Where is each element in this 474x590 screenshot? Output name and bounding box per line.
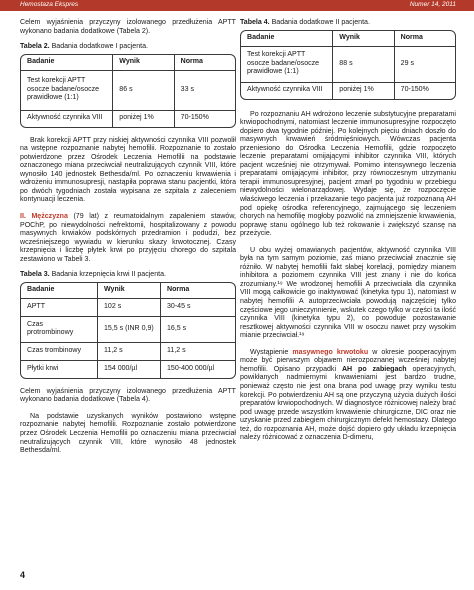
table3-caption-text: Badania krzepnięcia krwi II pacjenta. (49, 271, 166, 279)
table-cell: 150-400 000/µl (160, 361, 233, 378)
left-column (20, 19, 236, 456)
table3-caption (20, 271, 236, 280)
header-cell: Wynik (332, 31, 393, 46)
table-header-row (21, 283, 235, 298)
table-header-row (21, 55, 235, 70)
table-cell: Czas trombinowy (27, 347, 82, 355)
table-cell: 88 s (332, 47, 393, 82)
journal-header (0, 0, 474, 11)
table3-caption-label: Tabela 3. (20, 271, 50, 279)
header-cell: Badanie (27, 57, 55, 65)
table-cell: 15,5 s (INR 0,9) (97, 317, 160, 342)
table-cell: 102 s (97, 299, 160, 316)
paragraph: Na podstawie uzyskanych wyników postawiono wstępne rozpoznanie nabytej hemofilii. Rozpoznanie zostało potwierdzone przez Ośrodek Leczenia Hemofilii po oznaczeniu miana przeciwciał neutralizujących czynnik VIII, które wynosiło 48 jednostek Bethesda/ml. (20, 412, 236, 455)
table-cell: 86 s (112, 71, 173, 110)
paragraph: Celem wyjaśnienia przyczyny izolowanego przedłużenia APTT wykonano badania dodatkowe (Tabela 4). (20, 387, 236, 404)
table-cell: Test korekcji APTT osocze badane/osocze prawidłowe (1:1) (27, 77, 100, 102)
table-cell: 33 s (174, 71, 235, 110)
table-row (21, 298, 235, 316)
header-cell: Norma (394, 31, 455, 46)
table-cell: Aktywność czynnika VIII (247, 86, 323, 94)
paragraph: Po rozpoznaniu AH wdrożono leczenie substytucyjne preparatami krwiopochodnymi, natomiast leczenie immunosupresyjne rozpoczęto dopiero dwa tygodnie później. Po kolejnych pięciu dniach doszło do masywnych krwawień śródmięśniowych. Wówczas pacjenta przeniesiono do Ośrodka Leczenia Hemofilii, gdzie rozpoczęto leczenie preparatami omijającymi inhibitor czynnika VIII, których pacjent wcześniej nie otrzymywał. Pomimo intensywnego leczenia preparatami omijającymi inhibitor, przy równoczesnym utrzymaniu terapii immunosupresyjnej, pacjent zmarł po tygodniu w przebiegu niewydolności wielonarządowej. Wydaje się, że rozpoczęcie właściwego leczenia i przekazanie tego pacjenta już rozpoznaną AH pod opiekę ośrodka referencyjnego, zajmującego się leczeniem chorych na hemofilię mogłoby pozwolić na zmniejszenie krwawienia, poprawę stanu ogólnego lub też rokowanie i zwiększyć szansę na przeżycie. (240, 110, 456, 238)
table-cell: 11,2 s (160, 343, 233, 360)
journal-title: Hemostaza Ekspres (20, 1, 79, 8)
table2 (20, 54, 236, 128)
table2-caption-label: Tabela 2. (20, 43, 50, 51)
table2-caption (20, 43, 236, 52)
table-row (241, 46, 455, 82)
table-row (241, 82, 455, 99)
table4-caption-text: Badania dodatkowe II pacjenta. (269, 19, 370, 26)
table-cell: APTT (27, 303, 46, 311)
text-run: Wystąpienie (250, 348, 293, 356)
paragraph: Brak korekcji APTT przy niskiej aktywności czynnika VIII pozwolił na wstępne rozpoznanie nabytej hemofilii. Rozpoznanie to zostało potwierdzone przez Ośrodek Leczenia Hemofilii na podstawie oznaczonego miana przeciwciał neutralizujących czynnik VIII, które wynosiło 140 jednostek Bethesda/ml. Po oznaczeniu krwawienia i wdrożeniu immunosupresji, nastąpiła poprawa stanu pacjentki, która po dwóch tygodniach została wypisana ze szpitala z zaleceniem kontynuacji leczenia. (20, 136, 236, 204)
table4 (240, 30, 456, 100)
table-cell: 70-150% (394, 83, 455, 99)
case2-text: (79 lat) z reumatoidalnym zapaleniem stawów, POChP, po niewydolności nefrektomii, hospitalizowany z powodu masywnych krwiaków podskórnych przedramion i podudzi, bez wcześniejszego wywiadu w kierunku skazy krwotocznej. Czasy krzepnięcia i liczbę płytek krwi po przyjęciu chorego do szpitala zestawiono w Tabeli 3. (20, 213, 237, 263)
table-cell: Aktywność czynnika VIII (27, 114, 103, 122)
table4-caption-label: Tabela 4. (240, 19, 270, 26)
table-cell: 70-150% (174, 111, 235, 127)
right-column (240, 19, 456, 443)
table2-caption-text: Badania dodatkowe I pacjenta. (49, 43, 148, 51)
case2-heading: II. Mężczyzna (20, 213, 68, 221)
table-cell: 16,5 s (160, 317, 233, 342)
header-cell: Wynik (97, 283, 160, 298)
table-row (21, 110, 235, 127)
table3 (20, 282, 236, 379)
case2-paragraph (20, 213, 236, 264)
header-cell: Norma (174, 55, 235, 70)
table-cell: Czas protrombinowy (27, 320, 74, 337)
paragraph: U obu wyżej omawianych pacjentów, aktywność czynnika VIII była na tym samym poziomie, zaś miano przeciwciał znacznie się różniło. W nabytej hemofilii fakt słabej korelacji, pomiędzy mianem inhibitora a poziomem czynnika VIII jest znany i nie do końca zrozumiany.¹⁹ We wrodzonej hemofilii A przeciwciała dla czynnika VIII mogą całkowicie go inaktywować (kinetyka typu 1), natomiast w nabytej hemofilii A autoprzeciwciała powodują najczęściej tylko częściowe jego unieczynnienie, wskutek czego tylko w części ta ilość czynnika VIII (kinetyka typu 2), co powoduje pozostawanie resztkowej aktywności czynnika VIII w osoczu nawet przy wysokim mianie przeciwciał.¹⁹ (240, 246, 456, 340)
page-number: 4 (20, 570, 26, 580)
header-cell: Norma (160, 283, 233, 298)
table4-caption (240, 19, 456, 28)
text-run: operacyjnych, powikłanych nadmiernymi krwawieniami jest bardzo trudne, ponieważ często nie jest ona brana pod uwagę przy wyniku testu korekcji. Po potwierdzeniu AH są one przyczyną użycia dużych ilości preparatów krwiopochodnych. W diagnostyce różnicowej należy brać pod uwagę przede wszystkim krwawienie chirurgiczne, DIC oraz nie uzyskanie przed zabiegiem chirurgicznym defekt hemostazy. Dlatego też, do rozpoznania AH, może dojść dopiero gdy układu krzepnięcia należy różnicować z oznaczenia D-dimeru, (240, 365, 456, 442)
table-row (21, 316, 235, 342)
table-cell: 11,2 s (97, 343, 160, 360)
table-cell: 154 000/µl (97, 361, 160, 378)
table-row (21, 70, 235, 110)
table-header-row (241, 31, 455, 46)
text-run: w okresie pooperacyjnym może być pierwszym objawem nierozpoznanej wcześniej nabytej hemofilii. Opisano przypadki (240, 348, 456, 373)
header-cell: Badanie (27, 286, 55, 294)
table-cell: 30-45 s (160, 299, 233, 316)
highlight-term: masywnego krwotoku (292, 348, 369, 356)
table-cell: poniżej 1% (332, 83, 393, 99)
table-cell: Test korekcji APTT osocze badane/osocze prawidłowe (1:1) (247, 51, 320, 76)
header-cell: Badanie (247, 33, 275, 41)
table-cell: Płytki krwi (27, 365, 59, 373)
issue-number: Numer 14, 2011 (409, 1, 456, 8)
bold-term: AH po zabiegach (341, 365, 407, 373)
table-cell: poniżej 1% (112, 111, 173, 127)
table-row (21, 360, 235, 378)
table-cell: 29 s (394, 47, 455, 82)
intro-paragraph: Celem wyjaśnienia przyczyny izolowanego przedłużenia APTT wykonano badania dodatkowe (Tabela 2). (20, 19, 236, 35)
header-cell: Wynik (112, 55, 173, 70)
table-row (21, 342, 235, 360)
paragraph (240, 349, 456, 443)
